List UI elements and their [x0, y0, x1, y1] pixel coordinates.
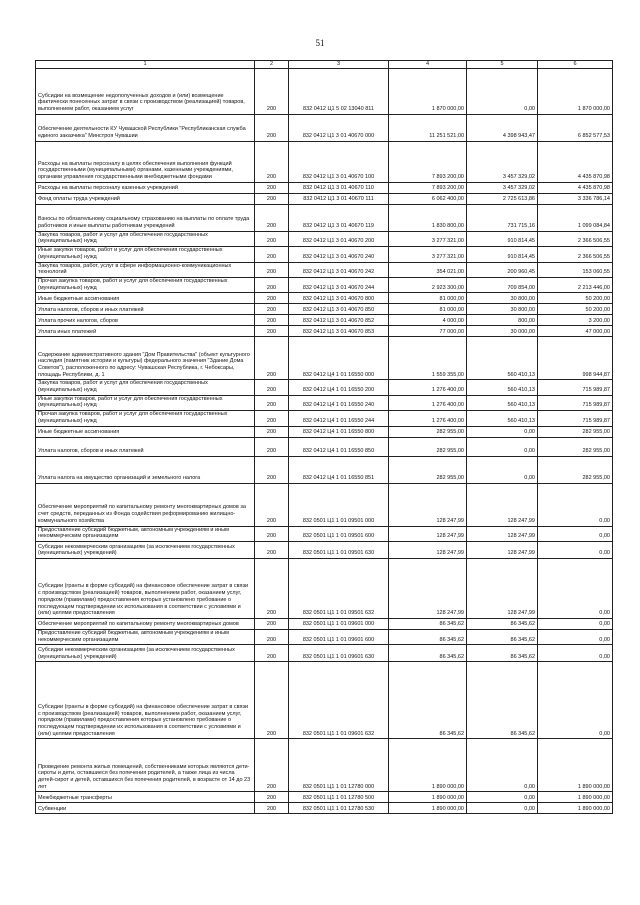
row-name: Обеспечение мероприятий по капитальному ремонту многоквартирных домов: [36, 618, 255, 629]
row-approved-amount: 1 870 000,00: [389, 68, 467, 114]
table-row: [36, 247, 613, 262]
row-approved-amount: 1 276 400,00: [389, 411, 467, 426]
row-executed-amount: 800,00: [467, 315, 538, 326]
row-remaining-amount: 715 989,87: [538, 380, 613, 395]
table-row: [36, 426, 613, 437]
table-row: [36, 618, 613, 629]
row-remaining-amount: 153 060,55: [538, 262, 613, 277]
row-name: Предоставление субсидий бюджетным, автономным учреждениям и иным некоммерческим организациям: [36, 526, 255, 541]
row-remaining-amount: 50 200,00: [538, 304, 613, 315]
row-remaining-amount: 4 435 870,98: [538, 141, 613, 182]
row-remaining-amount: 282 955,00: [538, 456, 613, 483]
row-remaining-amount: 2 366 506,55: [538, 247, 613, 262]
column-header: 1: [36, 61, 255, 69]
row-grbs-code: 200: [255, 182, 289, 193]
row-grbs-code: 200: [255, 739, 289, 792]
row-executed-amount: 0,00: [467, 68, 538, 114]
row-name: Иные бюджетные ассигнования: [36, 293, 255, 304]
row-grbs-code: 200: [255, 293, 289, 304]
row-remaining-amount: 282 955,00: [538, 426, 613, 437]
row-name: Уплата налогов, сборов и иных платежей: [36, 437, 255, 456]
row-executed-amount: 128 247,99: [467, 483, 538, 526]
row-classification-code: 832 0501 Ц1 1 01 09601 000: [289, 618, 389, 629]
row-name: Иные закупки товаров, работ и услуг для обеспечения государственных (муниципальных) нужд: [36, 247, 255, 262]
row-grbs-code: 200: [255, 803, 289, 814]
row-grbs-code: 200: [255, 277, 289, 292]
row-approved-amount: 81 000,00: [389, 293, 467, 304]
row-grbs-code: 200: [255, 326, 289, 337]
table-row: [36, 739, 613, 792]
row-executed-amount: 30 000,00: [467, 326, 538, 337]
row-classification-code: 832 0412 Ц1 3 01 40670 200: [289, 231, 389, 246]
row-executed-amount: 0,00: [467, 803, 538, 814]
row-classification-code: 832 0412 Ц1 3 01 40670 111: [289, 193, 389, 204]
row-classification-code: 832 0412 Ц1 3 01 40670 119: [289, 204, 389, 231]
row-executed-amount: 30 800,00: [467, 304, 538, 315]
row-executed-amount: 560 410,13: [467, 395, 538, 410]
row-remaining-amount: 2 213 446,00: [538, 277, 613, 292]
row-grbs-code: 200: [255, 262, 289, 277]
row-classification-code: 832 0412 Ц4 1 01 16550 244: [289, 411, 389, 426]
row-remaining-amount: 1 890 000,00: [538, 792, 613, 803]
column-header: 2: [255, 61, 289, 69]
row-approved-amount: 6 062 400,00: [389, 193, 467, 204]
row-name: Фонд оплаты труда учреждений: [36, 193, 255, 204]
row-approved-amount: 86 345,62: [389, 629, 467, 644]
row-name: Расходы на выплаты персоналу в целях обеспечения выполнения функций государственными (муниципальными) органами, казенными учреждениями, органами управления государственными внебюджетными фондами: [36, 141, 255, 182]
budget-execution-table: [35, 60, 613, 814]
row-approved-amount: 86 345,62: [389, 618, 467, 629]
table-row: [36, 204, 613, 231]
row-grbs-code: 200: [255, 231, 289, 246]
row-grbs-code: 200: [255, 247, 289, 262]
row-name: Уплата прочих налогов, сборов: [36, 315, 255, 326]
table-row: [36, 231, 613, 246]
row-name: Уплата налогов, сборов и иных платежей: [36, 304, 255, 315]
row-name: Субсидии некоммерческим организациям (за исключением государственных (муниципальных) учреждений): [36, 645, 255, 662]
row-approved-amount: 354 021,00: [389, 262, 467, 277]
row-name: Межбюджетные трансферты: [36, 792, 255, 803]
row-name: Обеспечение деятельности КУ Чувашской Республики "Республиканская служба единого заказчика" Минстроя Чувашии: [36, 114, 255, 141]
row-remaining-amount: 50 200,00: [538, 293, 613, 304]
row-executed-amount: 86 345,62: [467, 662, 538, 739]
row-executed-amount: 4 398 943,47: [467, 114, 538, 141]
row-name: Расходы на выплаты персоналу казенных учреждений: [36, 182, 255, 193]
table-row: [36, 526, 613, 541]
row-grbs-code: 200: [255, 380, 289, 395]
row-remaining-amount: 1 890 000,00: [538, 739, 613, 792]
row-remaining-amount: 998 944,87: [538, 337, 613, 380]
row-classification-code: 832 0412 Ц1 3 01 40670 244: [289, 277, 389, 292]
table-row: [36, 193, 613, 204]
table-row: [36, 380, 613, 395]
row-classification-code: 832 0501 Ц1 1 01 09501 630: [289, 541, 389, 558]
row-approved-amount: 77 000,00: [389, 326, 467, 337]
row-executed-amount: 86 345,62: [467, 629, 538, 644]
row-remaining-amount: 0,00: [538, 629, 613, 644]
row-name: Субсидии (гранты в форме субсидий) на финансовое обеспечение затрат в связи с производством (реализацией) товаров, выполнением работ, оказанием услуг, порядком (правилами) предоставления которых установлено требование о последующем подтверждении их использования в соответствии с условиями и (или) целями предоставления: [36, 662, 255, 739]
row-remaining-amount: 3 200,00: [538, 315, 613, 326]
row-grbs-code: 200: [255, 618, 289, 629]
row-classification-code: 832 0412 Ц4 1 01 16550 000: [289, 337, 389, 380]
row-classification-code: 832 0412 Ц1 3 01 40670 850: [289, 304, 389, 315]
row-remaining-amount: 0,00: [538, 526, 613, 541]
table-row: [36, 182, 613, 193]
row-approved-amount: 3 277 321,00: [389, 247, 467, 262]
row-name: Содержание административного здания "Дом Правительства" (объект культурного наследия (памятник истории и культуры) федерального значения "Здание Дома Советов"), расположенного по адресу: Чувашская Республика, г. Чебоксары, площадь Республики, д. 1: [36, 337, 255, 380]
row-approved-amount: 4 000,00: [389, 315, 467, 326]
row-remaining-amount: 715 989,87: [538, 411, 613, 426]
row-grbs-code: 200: [255, 456, 289, 483]
row-classification-code: 832 0501 Ц1 1 01 09501 600: [289, 526, 389, 541]
table-row: [36, 437, 613, 456]
row-classification-code: 832 0501 Ц1 1 01 09601 630: [289, 645, 389, 662]
row-classification-code: 832 0501 Ц1 1 01 09501 632: [289, 558, 389, 618]
row-remaining-amount: 0,00: [538, 618, 613, 629]
row-approved-amount: 282 955,00: [389, 426, 467, 437]
row-executed-amount: 0,00: [467, 739, 538, 792]
row-executed-amount: 3 457 329,02: [467, 182, 538, 193]
row-classification-code: 832 0501 Ц1 1 01 09601 632: [289, 662, 389, 739]
row-classification-code: 832 0412 Ц1 3 01 40670 000: [289, 114, 389, 141]
row-grbs-code: 200: [255, 204, 289, 231]
row-approved-amount: 3 277 321,00: [389, 231, 467, 246]
row-approved-amount: 81 000,00: [389, 304, 467, 315]
row-classification-code: 832 0412 Ц4 1 01 16550 200: [289, 380, 389, 395]
row-approved-amount: 128 247,99: [389, 541, 467, 558]
row-executed-amount: 86 345,62: [467, 645, 538, 662]
row-approved-amount: 128 247,99: [389, 558, 467, 618]
row-classification-code: 832 0412 Ц4 1 01 16550 800: [289, 426, 389, 437]
column-header: 4: [389, 61, 467, 69]
row-grbs-code: 200: [255, 315, 289, 326]
table-row: [36, 68, 613, 114]
row-approved-amount: 1 890 000,00: [389, 803, 467, 814]
row-classification-code: 832 0412 Ц1 3 01 40670 853: [289, 326, 389, 337]
row-name: Субсидии на возмещение недополученных доходов и (или) возмещение фактически понесенных затрат в связи с производством (реализацией) товаров, выполнением работ, оказанием услуг: [36, 68, 255, 114]
row-executed-amount: 560 410,13: [467, 380, 538, 395]
row-remaining-amount: 282 955,00: [538, 437, 613, 456]
row-executed-amount: 128 247,99: [467, 558, 538, 618]
row-classification-code: 832 0412 Ц1 5 02 13040 811: [289, 68, 389, 114]
row-name: Обеспечение мероприятий по капитальному ремонту многоквартирных домов за счет средств, переданных из Фонда содействия реформированию жилищно-коммунального хозяйства: [36, 483, 255, 526]
column-header: 6: [538, 61, 613, 69]
row-executed-amount: 0,00: [467, 456, 538, 483]
row-classification-code: 832 0412 Ц1 3 01 40670 110: [289, 182, 389, 193]
row-grbs-code: 200: [255, 426, 289, 437]
row-remaining-amount: 47 000,00: [538, 326, 613, 337]
row-remaining-amount: 1 870 000,00: [538, 68, 613, 114]
row-executed-amount: 86 345,62: [467, 618, 538, 629]
table-row: [36, 483, 613, 526]
row-classification-code: 832 0412 Ц1 3 01 40670 100: [289, 141, 389, 182]
row-grbs-code: 200: [255, 792, 289, 803]
row-classification-code: 832 0412 Ц1 3 01 40670 800: [289, 293, 389, 304]
column-header: 5: [467, 61, 538, 69]
row-grbs-code: 200: [255, 662, 289, 739]
row-remaining-amount: 0,00: [538, 662, 613, 739]
row-grbs-code: 200: [255, 68, 289, 114]
table-row: [36, 456, 613, 483]
table-row: [36, 395, 613, 410]
row-grbs-code: 200: [255, 141, 289, 182]
row-grbs-code: 200: [255, 483, 289, 526]
row-approved-amount: 128 247,99: [389, 483, 467, 526]
row-grbs-code: 200: [255, 541, 289, 558]
row-executed-amount: 0,00: [467, 437, 538, 456]
row-grbs-code: 200: [255, 437, 289, 456]
row-executed-amount: 731 715,16: [467, 204, 538, 231]
row-approved-amount: 282 955,00: [389, 456, 467, 483]
row-name: Взносы по обязательному социальному страхованию на выплаты по оплате труда работников и иные выплаты работникам учреждений: [36, 204, 255, 231]
row-remaining-amount: 6 852 577,53: [538, 114, 613, 141]
row-approved-amount: 2 923 300,00: [389, 277, 467, 292]
row-grbs-code: 200: [255, 395, 289, 410]
row-remaining-amount: 715 989,87: [538, 395, 613, 410]
column-number-row: [36, 61, 613, 69]
row-approved-amount: 7 893 200,00: [389, 182, 467, 193]
table-row: [36, 326, 613, 337]
row-approved-amount: 1 276 400,00: [389, 380, 467, 395]
row-name: Иные закупки товаров, работ и услуг для обеспечения государственных (муниципальных) нужд: [36, 395, 255, 410]
row-remaining-amount: 2 366 506,55: [538, 231, 613, 246]
row-approved-amount: 1 276 400,00: [389, 395, 467, 410]
row-executed-amount: 910 814,45: [467, 231, 538, 246]
row-name: Прочая закупка товаров, работ и услуг для обеспечения государственных (муниципальных) нужд: [36, 411, 255, 426]
row-remaining-amount: 1 099 084,84: [538, 204, 613, 231]
row-approved-amount: 1 830 800,00: [389, 204, 467, 231]
column-header: 3: [289, 61, 389, 69]
row-remaining-amount: 0,00: [538, 558, 613, 618]
row-classification-code: 832 0501 Ц1 1 01 12780 500: [289, 792, 389, 803]
row-classification-code: 832 0412 Ц4 1 01 16550 240: [289, 395, 389, 410]
table-row: [36, 114, 613, 141]
table-row: [36, 803, 613, 814]
row-grbs-code: 200: [255, 526, 289, 541]
row-name: Уплата иных платежей: [36, 326, 255, 337]
row-grbs-code: 200: [255, 193, 289, 204]
row-executed-amount: 910 814,45: [467, 247, 538, 262]
row-name: Закупка товаров, работ, услуг в сфере информационно-коммуникационных технологий: [36, 262, 255, 277]
row-remaining-amount: 0,00: [538, 541, 613, 558]
row-grbs-code: 200: [255, 629, 289, 644]
row-executed-amount: 128 247,99: [467, 526, 538, 541]
row-approved-amount: 128 247,99: [389, 526, 467, 541]
table-row: [36, 645, 613, 662]
row-name: Субсидии (гранты в форме субсидий) на финансовое обеспечение затрат в связи с производством (реализацией) товаров, выполнением работ, оказанием услуг, порядком (правилами) предоставления которых установлено требование о последующем подтверждении их использования в соответствии с условиями и (или) целями предоставления: [36, 558, 255, 618]
table-row: [36, 277, 613, 292]
table-row: [36, 541, 613, 558]
row-approved-amount: 1 890 000,00: [389, 739, 467, 792]
row-grbs-code: 200: [255, 645, 289, 662]
row-approved-amount: 11 251 521,00: [389, 114, 467, 141]
row-executed-amount: 0,00: [467, 426, 538, 437]
row-approved-amount: 1 890 000,00: [389, 792, 467, 803]
row-name: Проведение ремонта жилых помещений, собственниками которых являются дети-сироты и дети, оставшиеся без попечения родителей, а также лица из числа детей-сирот и детей, оставшихся без попечения родителей, в возрасте от 14 до 23 лет: [36, 739, 255, 792]
row-executed-amount: 2 725 613,86: [467, 193, 538, 204]
row-approved-amount: 7 893 200,00: [389, 141, 467, 182]
table-row: [36, 262, 613, 277]
row-classification-code: 832 0412 Ц1 3 01 40670 240: [289, 247, 389, 262]
row-name: Предоставление субсидий бюджетным, автономным учреждениям и иным некоммерческим организациям: [36, 629, 255, 644]
row-name: Субвенции: [36, 803, 255, 814]
row-name: Закупка товаров, работ и услуг для обеспечения государственных (муниципальных) нужд: [36, 380, 255, 395]
row-approved-amount: 282 955,00: [389, 437, 467, 456]
table-row: [36, 629, 613, 644]
row-executed-amount: 709 854,00: [467, 277, 538, 292]
row-remaining-amount: 0,00: [538, 645, 613, 662]
row-name: Иные бюджетные ассигнования: [36, 426, 255, 437]
row-classification-code: 832 0501 Ц1 1 01 12780 000: [289, 739, 389, 792]
row-name: Уплата налога на имущество организаций и земельного налога: [36, 456, 255, 483]
table-row: [36, 662, 613, 739]
row-executed-amount: 200 960,45: [467, 262, 538, 277]
row-classification-code: 832 0501 Ц1 1 01 09601 600: [289, 629, 389, 644]
row-name: Субсидии некоммерческим организациям (за исключением государственных (муниципальных) учреждений): [36, 541, 255, 558]
row-approved-amount: 86 345,62: [389, 662, 467, 739]
table-row: [36, 558, 613, 618]
row-remaining-amount: 0,00: [538, 483, 613, 526]
row-classification-code: 832 0412 Ц1 3 01 40670 242: [289, 262, 389, 277]
row-executed-amount: 128 247,99: [467, 541, 538, 558]
row-name: Прочая закупка товаров, работ и услуг для обеспечения государственных (муниципальных) нужд: [36, 277, 255, 292]
row-classification-code: 832 0501 Ц1 1 01 12780 530: [289, 803, 389, 814]
row-remaining-amount: 3 336 786,14: [538, 193, 613, 204]
row-executed-amount: 30 800,00: [467, 293, 538, 304]
row-executed-amount: 560 410,13: [467, 337, 538, 380]
row-remaining-amount: 4 435 870,98: [538, 182, 613, 193]
row-approved-amount: 1 559 355,00: [389, 337, 467, 380]
table-row: [36, 337, 613, 380]
row-grbs-code: 200: [255, 114, 289, 141]
row-approved-amount: 86 345,62: [389, 645, 467, 662]
table-row: [36, 141, 613, 182]
row-executed-amount: 3 457 329,02: [467, 141, 538, 182]
row-name: Закупка товаров, работ и услуг для обеспечения государственных (муниципальных) нужд: [36, 231, 255, 246]
table-row: [36, 304, 613, 315]
row-grbs-code: 200: [255, 304, 289, 315]
row-classification-code: 832 0412 Ц4 1 01 16550 851: [289, 456, 389, 483]
row-grbs-code: 200: [255, 411, 289, 426]
row-classification-code: 832 0501 Ц1 1 01 09501 000: [289, 483, 389, 526]
row-classification-code: 832 0412 Ц4 1 01 16550 850: [289, 437, 389, 456]
row-grbs-code: 200: [255, 337, 289, 380]
table-row: [36, 411, 613, 426]
table-row: [36, 315, 613, 326]
table-row: [36, 293, 613, 304]
row-grbs-code: 200: [255, 558, 289, 618]
row-executed-amount: 560 410,13: [467, 411, 538, 426]
row-executed-amount: 0,00: [467, 792, 538, 803]
page-number: 51: [315, 38, 325, 48]
row-remaining-amount: 1 890 000,00: [538, 803, 613, 814]
table-row: [36, 792, 613, 803]
row-classification-code: 832 0412 Ц1 3 01 40670 852: [289, 315, 389, 326]
